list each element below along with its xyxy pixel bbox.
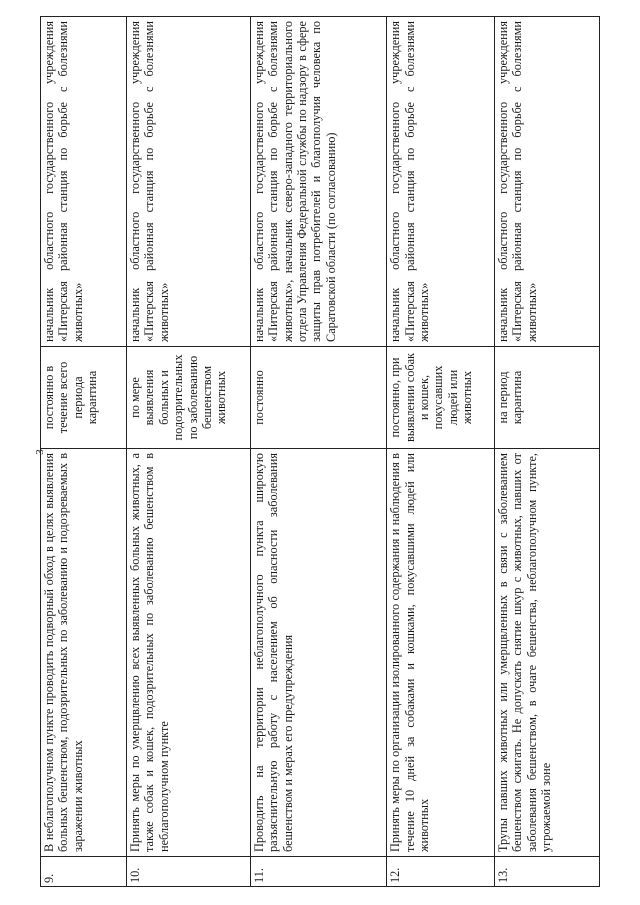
- responsible-text: начальник областного государственного учреждения «Питерская районная станция по борьбе с болезнями животных»: [127, 17, 251, 347]
- term-text: постоянно: [250, 347, 386, 449]
- measure-text: Принять меры по организации изолированного содержания и наблюдения в течение 10 дней за собаками и кошками, покусавшими людей или животных: [387, 449, 495, 857]
- responsible-text: начальник областного государственного учреждения «Питерская районная станция по борьбе с болезнями животных»: [387, 17, 495, 347]
- row-number: 11.: [250, 857, 386, 887]
- responsible-text: начальник областного государственного учреждения «Питерская районная станция по борьбе с болезнями животных»: [41, 17, 127, 347]
- table-row: [387, 17, 495, 887]
- row-number: 13.: [494, 857, 599, 887]
- table-row: [250, 17, 386, 887]
- measure-text: В неблагополучном пункте проводить подворный обход в целях выявления больных бешенством, подозрительных по заболеванию и подозреваемых в заражении животных: [41, 449, 127, 857]
- term-text: по мере выявления больных и подозрительных по заболеванию бешенством животных: [127, 347, 251, 449]
- responsible-text: начальник областного государственного учреждения «Питерская районная станция по борьбе с болезнями животных»: [494, 17, 599, 347]
- table-row: [127, 17, 251, 887]
- row-number: 9.: [41, 857, 127, 887]
- table-row: [494, 17, 599, 887]
- measure-text: Проводить на территории неблагополучного пункта широкую разъяснительную работу с населением об опасности заболевания бешенством и мерах его предупреждения: [250, 449, 386, 857]
- measures-table: [40, 16, 600, 887]
- row-number: 10.: [127, 857, 251, 887]
- term-text: постоянно в течение всего периода карантина: [41, 347, 127, 449]
- page-number: 3: [34, 449, 46, 455]
- table-row: [41, 17, 127, 887]
- term-text: постоянно, при выявлении собак и кошек, покусавших людей или животных: [387, 347, 495, 449]
- row-number: 12.: [387, 857, 495, 887]
- measure-text: Трупы павших животных или умерщвленных в связи с заболеванием бешенством сжигать. Не допускать снятие шкур с животных, павших от заболевания бешенством, в очаге бешенства, неблагополучном пункте, угрожаемой зоне: [494, 449, 599, 857]
- document-table-wrapper: [40, 17, 600, 887]
- responsible-text: начальник областного государственного учреждения «Питерская районная станция по борьбе с болезнями животных», начальник северо-западного территориального отдела Управления Федеральной службы по надзору в сфере защиты прав потребителей и благополучия человека по Саратовской области (по согласованию): [250, 17, 386, 347]
- term-text: на период карантина: [494, 347, 599, 449]
- measure-text: Принять меры по умерщвлению всех выявленных больных животных, а также собак и кошек, подозрительных по заболеванию бешенством в неблагополучном пункте: [127, 449, 251, 857]
